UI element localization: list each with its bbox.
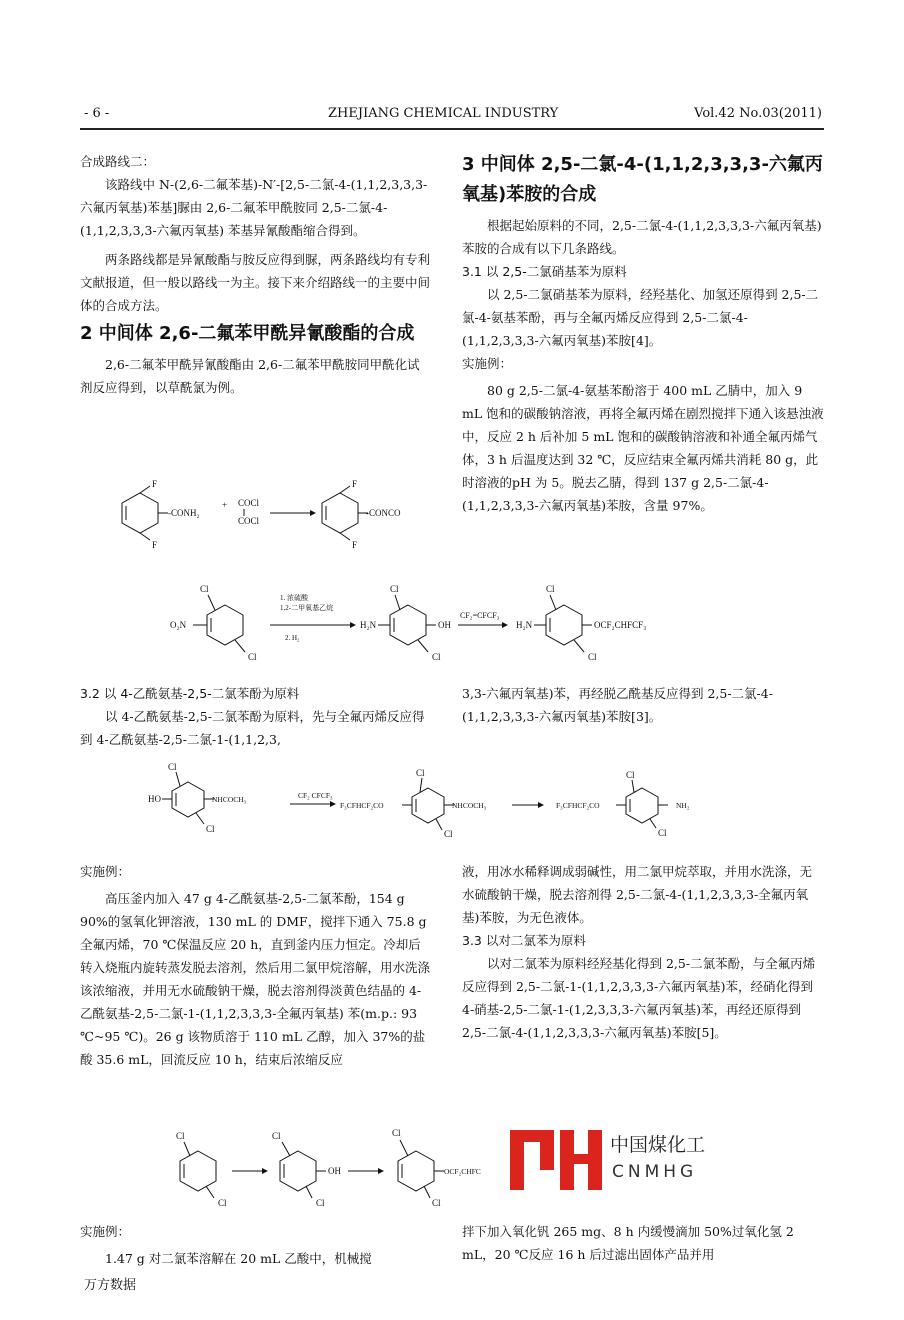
section-heading-2: 2 中间体 2,6-二氟苯甲酰异氰酸酯的合成 bbox=[80, 323, 415, 344]
benzene-ring bbox=[322, 493, 358, 533]
benzene-ring bbox=[207, 605, 243, 645]
chloro-label: Cl bbox=[200, 584, 209, 594]
logo-english-text: CNMHG bbox=[612, 1162, 698, 1182]
reaction-scheme-1 bbox=[110, 478, 410, 568]
isocyanate-group: -CONCO bbox=[366, 508, 401, 518]
condition-label: 1. 浓硫酸 bbox=[280, 594, 308, 602]
benzene-ring bbox=[390, 605, 426, 645]
volume-info: Vol.42 No.03(2011) bbox=[694, 106, 822, 121]
acetamido-label: NHCOCH₃ bbox=[212, 795, 247, 804]
paragraph: 根据起始原料的不同，2,5-二氯-4-(1,1,2,3,3,3-六氟丙氧基)苯胺的合成有以下几条路线。 bbox=[462, 218, 822, 256]
amino-label: H₂N bbox=[516, 620, 533, 630]
reaction-scheme-4 bbox=[160, 1126, 520, 1216]
hydroxy-label: OH bbox=[328, 1166, 341, 1176]
reaction-scheme-2 bbox=[160, 580, 720, 670]
hexafluoropropoxy-label: F₃CFHCF₂CO bbox=[340, 801, 384, 810]
benzene-ring bbox=[412, 788, 444, 823]
acetamido-label: NHCOCH₃ bbox=[452, 801, 487, 810]
reagent-label: COCl bbox=[238, 516, 260, 526]
footer-watermark: 万方数据 bbox=[84, 1278, 137, 1293]
hydroxy-label: OH bbox=[438, 620, 451, 630]
paragraph: 以 4-乙酰氨基-2,5-二氯苯酚为原料，先与全氟丙烯反应得到 4-乙酰氨基-2,5-二氯-1-(1,1,2,3, bbox=[80, 709, 425, 747]
reagent-label: CF₂=CFCF₃ bbox=[460, 611, 500, 620]
mid-right-column bbox=[462, 860, 824, 1044]
chloro-label: Cl bbox=[432, 1198, 441, 1208]
section-3-2-right bbox=[462, 682, 824, 728]
fluoro-label: F bbox=[152, 479, 158, 489]
benzene-ring bbox=[398, 1151, 434, 1191]
chloro-label: Cl bbox=[658, 828, 667, 838]
fluoro-label: F bbox=[152, 540, 158, 550]
chloro-label: Cl bbox=[546, 584, 555, 594]
bottom-left-column bbox=[80, 1220, 432, 1270]
benzene-ring bbox=[122, 493, 158, 533]
paragraph: 合成路线二： bbox=[80, 154, 156, 169]
paragraph: 80 g 2,5-二氯-4-氨基苯酚溶于 400 mL 乙腈中，加入 9 mL 饱和的碳酸钠溶液，再将全氟丙烯在剧烈搅拌下通入该悬浊液中，反应 2 h 后补加 5 mL 饱和的碳酸钠溶液和补通全氟丙烯气体，3 h 后温度达到 32 ℃，反应结束全氟丙烯共消耗 80 g，此时溶液的pH 为 5。脱去乙腈，得到 137 g 2,5-二氯-4-(1,1,2,3,3,3-六氟丙氧基)苯胺，含量 97%。 bbox=[462, 383, 824, 513]
header-rule bbox=[80, 128, 824, 130]
paragraph: 高压釜内加入 47 g 4-乙酰氨基-2,5-二氯苯酚，154 g 90%的氢氧化钾溶液，130 mL 的 DMF，搅拌下通入 75.8 g 全氟丙烯，70 ℃保温反应 20 h，直到釜内压力恒定。冷却后转入烧瓶内旋转蒸发脱去溶剂，然后用二氯甲烷溶解，用水洗涤该浓缩液，并用无水硫酸钠干燥，脱去溶剂得淡黄色结晶的 4-乙酰氨基-2,5-二氯-1-(1,1,2,3,3,3-全氟丙氧基) 苯(m.p.: 93 ℃~95 ℃)。26 g 该物质溶于 110 mL 乙醇，加入 37%的盐酸 35.6 mL，回流反应 10 h，结束后浓缩反应 bbox=[80, 891, 431, 1067]
logo-chinese-text: 中国煤化工 bbox=[610, 1134, 706, 1156]
page-number: - 6 - bbox=[84, 106, 110, 121]
cnmhg-logo-icon bbox=[506, 1124, 606, 1194]
paragraph: 拌下加入氧化钒 265 mg、8 h 内缓慢滴加 50%过氧化氢 2 mL，20 ℃反应 16 h 后过滤出固体产品并用 bbox=[462, 1224, 794, 1262]
paragraph: 实施例： bbox=[80, 1224, 131, 1239]
paragraph: 液，用冰水稀释调成弱碱性，用二氯甲烷萃取，并用水洗涤，无水硫酸钠干燥，脱去溶剂得 2,5-二氯-4-(1,1,2,3,3,3-全氟丙氧基)苯胺，为无色液体。 bbox=[462, 864, 813, 925]
fluoro-label: F bbox=[352, 479, 358, 489]
chloro-label: Cl bbox=[432, 652, 441, 662]
amino-label: NH₂ bbox=[676, 801, 690, 810]
chloro-label: Cl bbox=[390, 584, 399, 594]
chloro-label: Cl bbox=[588, 652, 597, 662]
watermark-logo bbox=[506, 1124, 716, 1194]
hydroxy-label: HO bbox=[148, 794, 161, 804]
plus-sign: + bbox=[222, 500, 228, 510]
reaction-scheme-3 bbox=[140, 758, 740, 838]
hexafluoropropoxy-label: F₃CFHCF₂CO bbox=[556, 801, 600, 810]
benzene-ring bbox=[180, 1151, 216, 1191]
benzene-ring bbox=[280, 1151, 316, 1191]
paragraph: 2,6-二氟苯甲酰异氰酸酯由 2,6-二氟苯甲酰胺同甲酰化试剂反应得到，以草酰氯为例。 bbox=[80, 357, 420, 395]
chloro-label: Cl bbox=[218, 1198, 227, 1208]
chloro-label: Cl bbox=[626, 770, 635, 780]
chloro-label: Cl bbox=[416, 768, 425, 778]
right-column-top bbox=[462, 150, 824, 517]
benzene-ring bbox=[172, 782, 204, 817]
chloro-label: Cl bbox=[272, 1131, 281, 1141]
chloro-label: Cl bbox=[444, 829, 453, 838]
chloro-label: Cl bbox=[168, 762, 177, 772]
subsection-heading-3-3: 3.3 以对二氯苯为原料 bbox=[462, 933, 586, 948]
journal-name: ZHEJIANG CHEMICAL INDUSTRY bbox=[328, 106, 559, 121]
condition-label: 1,2-二甲氧基乙烷 bbox=[280, 604, 334, 612]
chloro-label: Cl bbox=[392, 1128, 401, 1138]
paragraph: 实施例： bbox=[462, 356, 513, 371]
nitro-label: O₂N bbox=[170, 620, 187, 630]
chloro-label: Cl bbox=[248, 652, 257, 662]
amide-group: -CONH₂ bbox=[168, 508, 200, 518]
subsection-heading-3-1: 3.1 以 2,5-二氯硝基苯为原料 bbox=[462, 264, 627, 279]
bottom-right-column bbox=[462, 1220, 824, 1266]
paragraph: 两条路线都是异氰酸酯与胺反应得到脲，两条路线均有专利文献报道，但一般以路线一为主。接下来介绍路线一的主要中间体的合成方法。 bbox=[80, 252, 431, 313]
section-heading-3: 3 中间体 2,5-二氯-4-(1,1,2,3,3,3-六氟丙氧基)苯胺的合成 bbox=[462, 154, 823, 205]
reagent-label: COCl bbox=[238, 498, 260, 508]
paragraph: 该路线中 N-(2,6-二氟苯基)-N′-[2,5-二氯-4-(1,1,2,3,3,3-六氟丙氧基)苯基]脲由 2,6-二氟苯甲酰胺同 2,5-二氯-4-(1,1,2,3,3,3-六氟丙氧基) 苯基异氰酸酯缩合得到。 bbox=[80, 177, 428, 238]
fluoro-label: F bbox=[352, 540, 358, 550]
chloro-label: Cl bbox=[176, 1131, 185, 1141]
paragraph: 以 2,5-二氯硝基苯为原料，经羟基化、加氢还原得到 2,5-二氯-4-氨基苯酚，再与全氟丙烯反应得到 2,5-二氯-4-(1,1,2,3,3,3-六氟丙氧基)苯胺[4]。 bbox=[462, 287, 819, 348]
hexafluoropropoxy-label: OCF₂CHFCF₃ bbox=[594, 620, 647, 630]
mid-left-column bbox=[80, 860, 432, 1071]
amino-label: H₂N bbox=[360, 620, 377, 630]
left-column-top bbox=[80, 150, 432, 399]
chloro-label: Cl bbox=[316, 1198, 325, 1208]
subsection-heading-3-2: 3.2 以 4-乙酰氨基-2,5-二氯苯酚为原料 bbox=[80, 686, 300, 701]
hexafluoropropoxy-label: OCF₂CHFC bbox=[444, 1167, 481, 1176]
chloro-label: Cl bbox=[206, 824, 215, 834]
benzene-ring bbox=[626, 788, 658, 823]
benzene-ring bbox=[546, 605, 582, 645]
reagent-label: CF₂ CFCF₃ bbox=[298, 791, 333, 800]
paragraph: 以对二氯苯为原料经羟基化得到 2,5-二氯苯酚，与全氟丙烯反应得到 2,5-二氯-1-(1,1,2,3,3,3-六氟丙氧基)苯，经硝化得到 4-硝基-2,5-二氯-1-(1,2,3,3,3-六氟丙氧基)苯，再经还原得到 2,5-二氯-4-(1,1,2,3,3,3-六氟丙氧基)苯胺[5]。 bbox=[462, 956, 816, 1040]
paragraph: 3,3-六氟丙氧基)苯，再经脱乙酰基反应得到 2,5-二氯-4-(1,1,2,3,3,3-六氟丙氧基)苯胺[3]。 bbox=[462, 686, 773, 724]
paragraph: 1.47 g 对二氯苯溶解在 20 mL 乙酸中，机械搅 bbox=[105, 1251, 372, 1266]
paragraph: 实施例： bbox=[80, 864, 131, 879]
section-3-2-left bbox=[80, 682, 432, 751]
condition-label: 2. H₂ bbox=[285, 634, 300, 642]
